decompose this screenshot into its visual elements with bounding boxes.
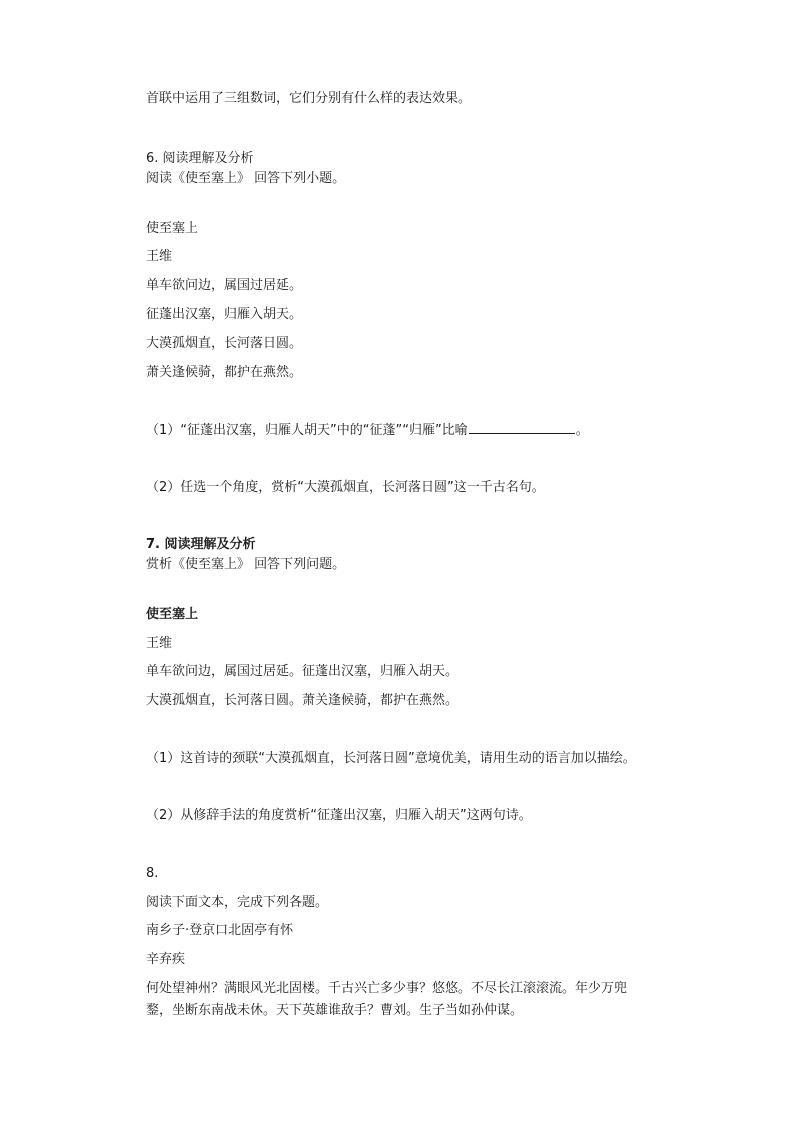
q8-heading: 8. <box>146 866 159 881</box>
q6-sub1-text: （1）“征蓬出汉塞，归雁人胡天”中的“征蓬”“归雁”比喻 <box>146 423 468 438</box>
q6-instruction: 阅读《使至塞上》 回答下列小题。 <box>146 171 346 186</box>
q7-poem-line: 单车欲问边，属国过居延。征蓬出汉塞，归雁入胡天。 <box>146 664 459 679</box>
q6-heading: 6. 阅读理解及分析 <box>146 151 254 166</box>
q6-poem-author: 王维 <box>146 249 173 264</box>
q7-poem-title: 使至塞上 <box>146 607 199 622</box>
q7-poem-author: 王维 <box>146 636 173 651</box>
q6-sub-question-2: （2）任选一个角度，赏析“大漠孤烟直，长河落日圆”这一千古名句。 <box>146 480 545 495</box>
q8-poem-line: 鍪，坐断东南战未休。天下英雄谁敌手？曹刘。生子当如孙仲谋。 <box>146 1003 524 1018</box>
q7-heading: 7. 阅读理解及分析 <box>146 537 256 552</box>
q8-poem-title: 南乡子·登京口北固亭有怀 <box>146 923 294 938</box>
q7-sub-question-1: （1）这首诗的颈联“大漠孤烟直，长河落日圆”意境优美，请用生动的语言加以描绘。 <box>146 751 636 766</box>
q6-poem-title: 使至塞上 <box>146 221 199 236</box>
q6-poem-line: 大漠孤烟直，长河落日圆。 <box>146 336 303 351</box>
q6-sub1-end: 。 <box>575 423 589 438</box>
q6-poem-line: 单车欲问边，属国过居延。 <box>146 278 303 293</box>
q6-poem-line: 征蓬出汉塞，归雁入胡天。 <box>146 307 303 322</box>
q6-sub-question-1 <box>146 421 589 440</box>
answer-blank[interactable] <box>469 421 575 434</box>
q7-sub-question-2: （2）从修辞手法的角度赏析“征蓬出汉塞，归雁入胡天”这两句诗。 <box>146 808 532 823</box>
q8-poem-author: 辛弃疾 <box>146 952 186 967</box>
q5-prompt: 首联中运用了三组数词，它们分别有什么样的表达效果。 <box>146 91 472 106</box>
q8-instruction: 阅读下面文本，完成下列各题。 <box>146 895 329 910</box>
q8-poem-line: 何处望神州？满眼风光北固楼。千古兴亡多少事？悠悠。不尽长江滚滚流。年少万兜 <box>146 981 628 996</box>
q7-poem-line: 大漠孤烟直，长河落日圆。萧关逢候骑，都护在燕然。 <box>146 693 459 708</box>
q7-instruction: 赏析《使至塞上》 回答下列问题。 <box>146 557 346 572</box>
q6-poem-line: 萧关逢候骑，都护在燕然。 <box>146 365 303 380</box>
